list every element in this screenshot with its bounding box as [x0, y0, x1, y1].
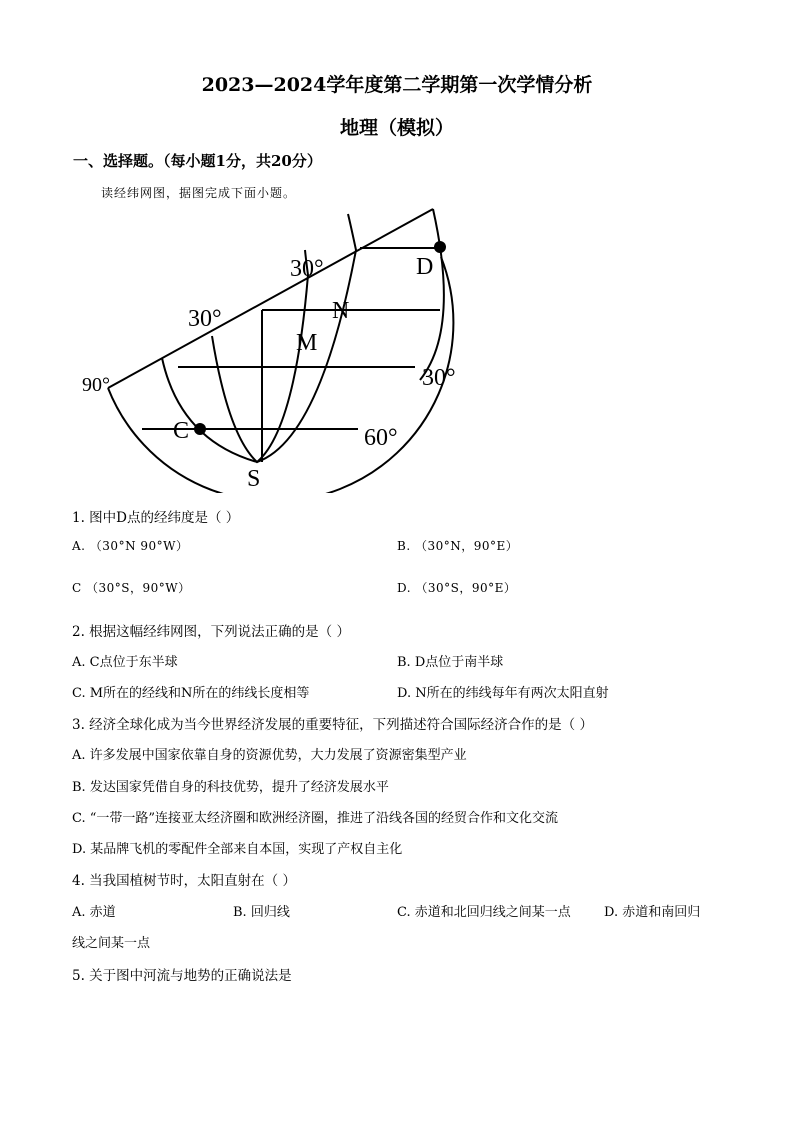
- question-2-stem: 2. 根据这幅经纬网图，下列说法正确的是（ ）: [72, 624, 350, 640]
- diagonal-boundary: [108, 209, 433, 388]
- question-2-option-d: D. N所在的纬线每年有两次太阳直射: [397, 686, 609, 701]
- question-3-option-c: C. “一带一路”连接亚太经济圈和欧洲经济圈，推进了沿线各国的经贸合作和文化交流: [72, 811, 559, 826]
- question-2-option-b: B. D点位于南半球: [397, 655, 504, 670]
- label-top-30: 30°: [290, 256, 324, 282]
- question-5-stem: 5. 关于图中河流与地势的正确说法是: [72, 968, 292, 984]
- page-subtitle: 地理（模拟）: [339, 117, 454, 139]
- label-point-d: D: [416, 254, 434, 280]
- question-4-option-c: C. 赤道和北回归线之间某一点: [397, 905, 571, 920]
- question-1-stem: 1. 图中D点的经纬度是（ ）: [72, 510, 240, 526]
- lat-long-grid-figure: [75, 203, 475, 493]
- question-2-option-c: C. M所在的经线和N所在的纬线长度相等: [72, 686, 310, 701]
- question-4-option-b: B. 回归线: [233, 905, 290, 920]
- label-point-s: S: [247, 466, 261, 492]
- section-heading: 一、选择题。（每小题1分，共20分）: [73, 152, 322, 170]
- label-left-90: 90°: [82, 374, 110, 396]
- question-1-option-b: B. （30°N，90°E）: [397, 539, 519, 553]
- question-3-option-b: B. 发达国家凭借自身的科技优势，提升了经济发展水平: [72, 780, 389, 795]
- meridian-curve: [162, 214, 356, 462]
- question-2-option-a: A. C点位于东半球: [72, 655, 178, 670]
- question-1-option-d: D. （30°S，90°E）: [397, 581, 517, 595]
- question-4-stem: 4. 当我国植树节时，太阳直射在（ ）: [72, 873, 296, 889]
- question-3-option-d: D. 某品牌飞机的零配件全部来自本国，实现了产权自主化: [72, 842, 403, 857]
- question-1-option-a: A. （30°N 90°W）: [72, 539, 189, 553]
- meridian-curve: [420, 209, 444, 380]
- point-d-dot: [434, 241, 446, 253]
- question-4-option-d: D. 赤道和南回归: [604, 905, 701, 920]
- label-right-30: 30°: [422, 365, 456, 391]
- question-3-option-a: A. 许多发展中国家依靠自身的资源优势，大力发展了资源密集型产业: [72, 748, 467, 763]
- question-4-option-a: A. 赤道: [72, 905, 116, 920]
- section-intro: 读经纬网图，据图完成下面小题。: [101, 186, 297, 200]
- label-point-n: N: [332, 298, 350, 324]
- question-4-option-d-continued: 线之间某一点: [72, 936, 151, 951]
- label-point-c: C: [173, 418, 190, 444]
- point-c-dot: [194, 423, 206, 435]
- label-right-60: 60°: [364, 425, 398, 451]
- page-title: 2023—2024学年度第二学期第一次学情分析: [201, 74, 593, 96]
- label-point-m: M: [296, 330, 318, 356]
- question-3-stem: 3. 经济全球化成为当今世界经济发展的重要特征，下列描述符合国际经济合作的是（ ）: [72, 717, 593, 733]
- label-left-30: 30°: [188, 306, 222, 332]
- question-1-option-c: C （30°S，90°W）: [72, 581, 191, 595]
